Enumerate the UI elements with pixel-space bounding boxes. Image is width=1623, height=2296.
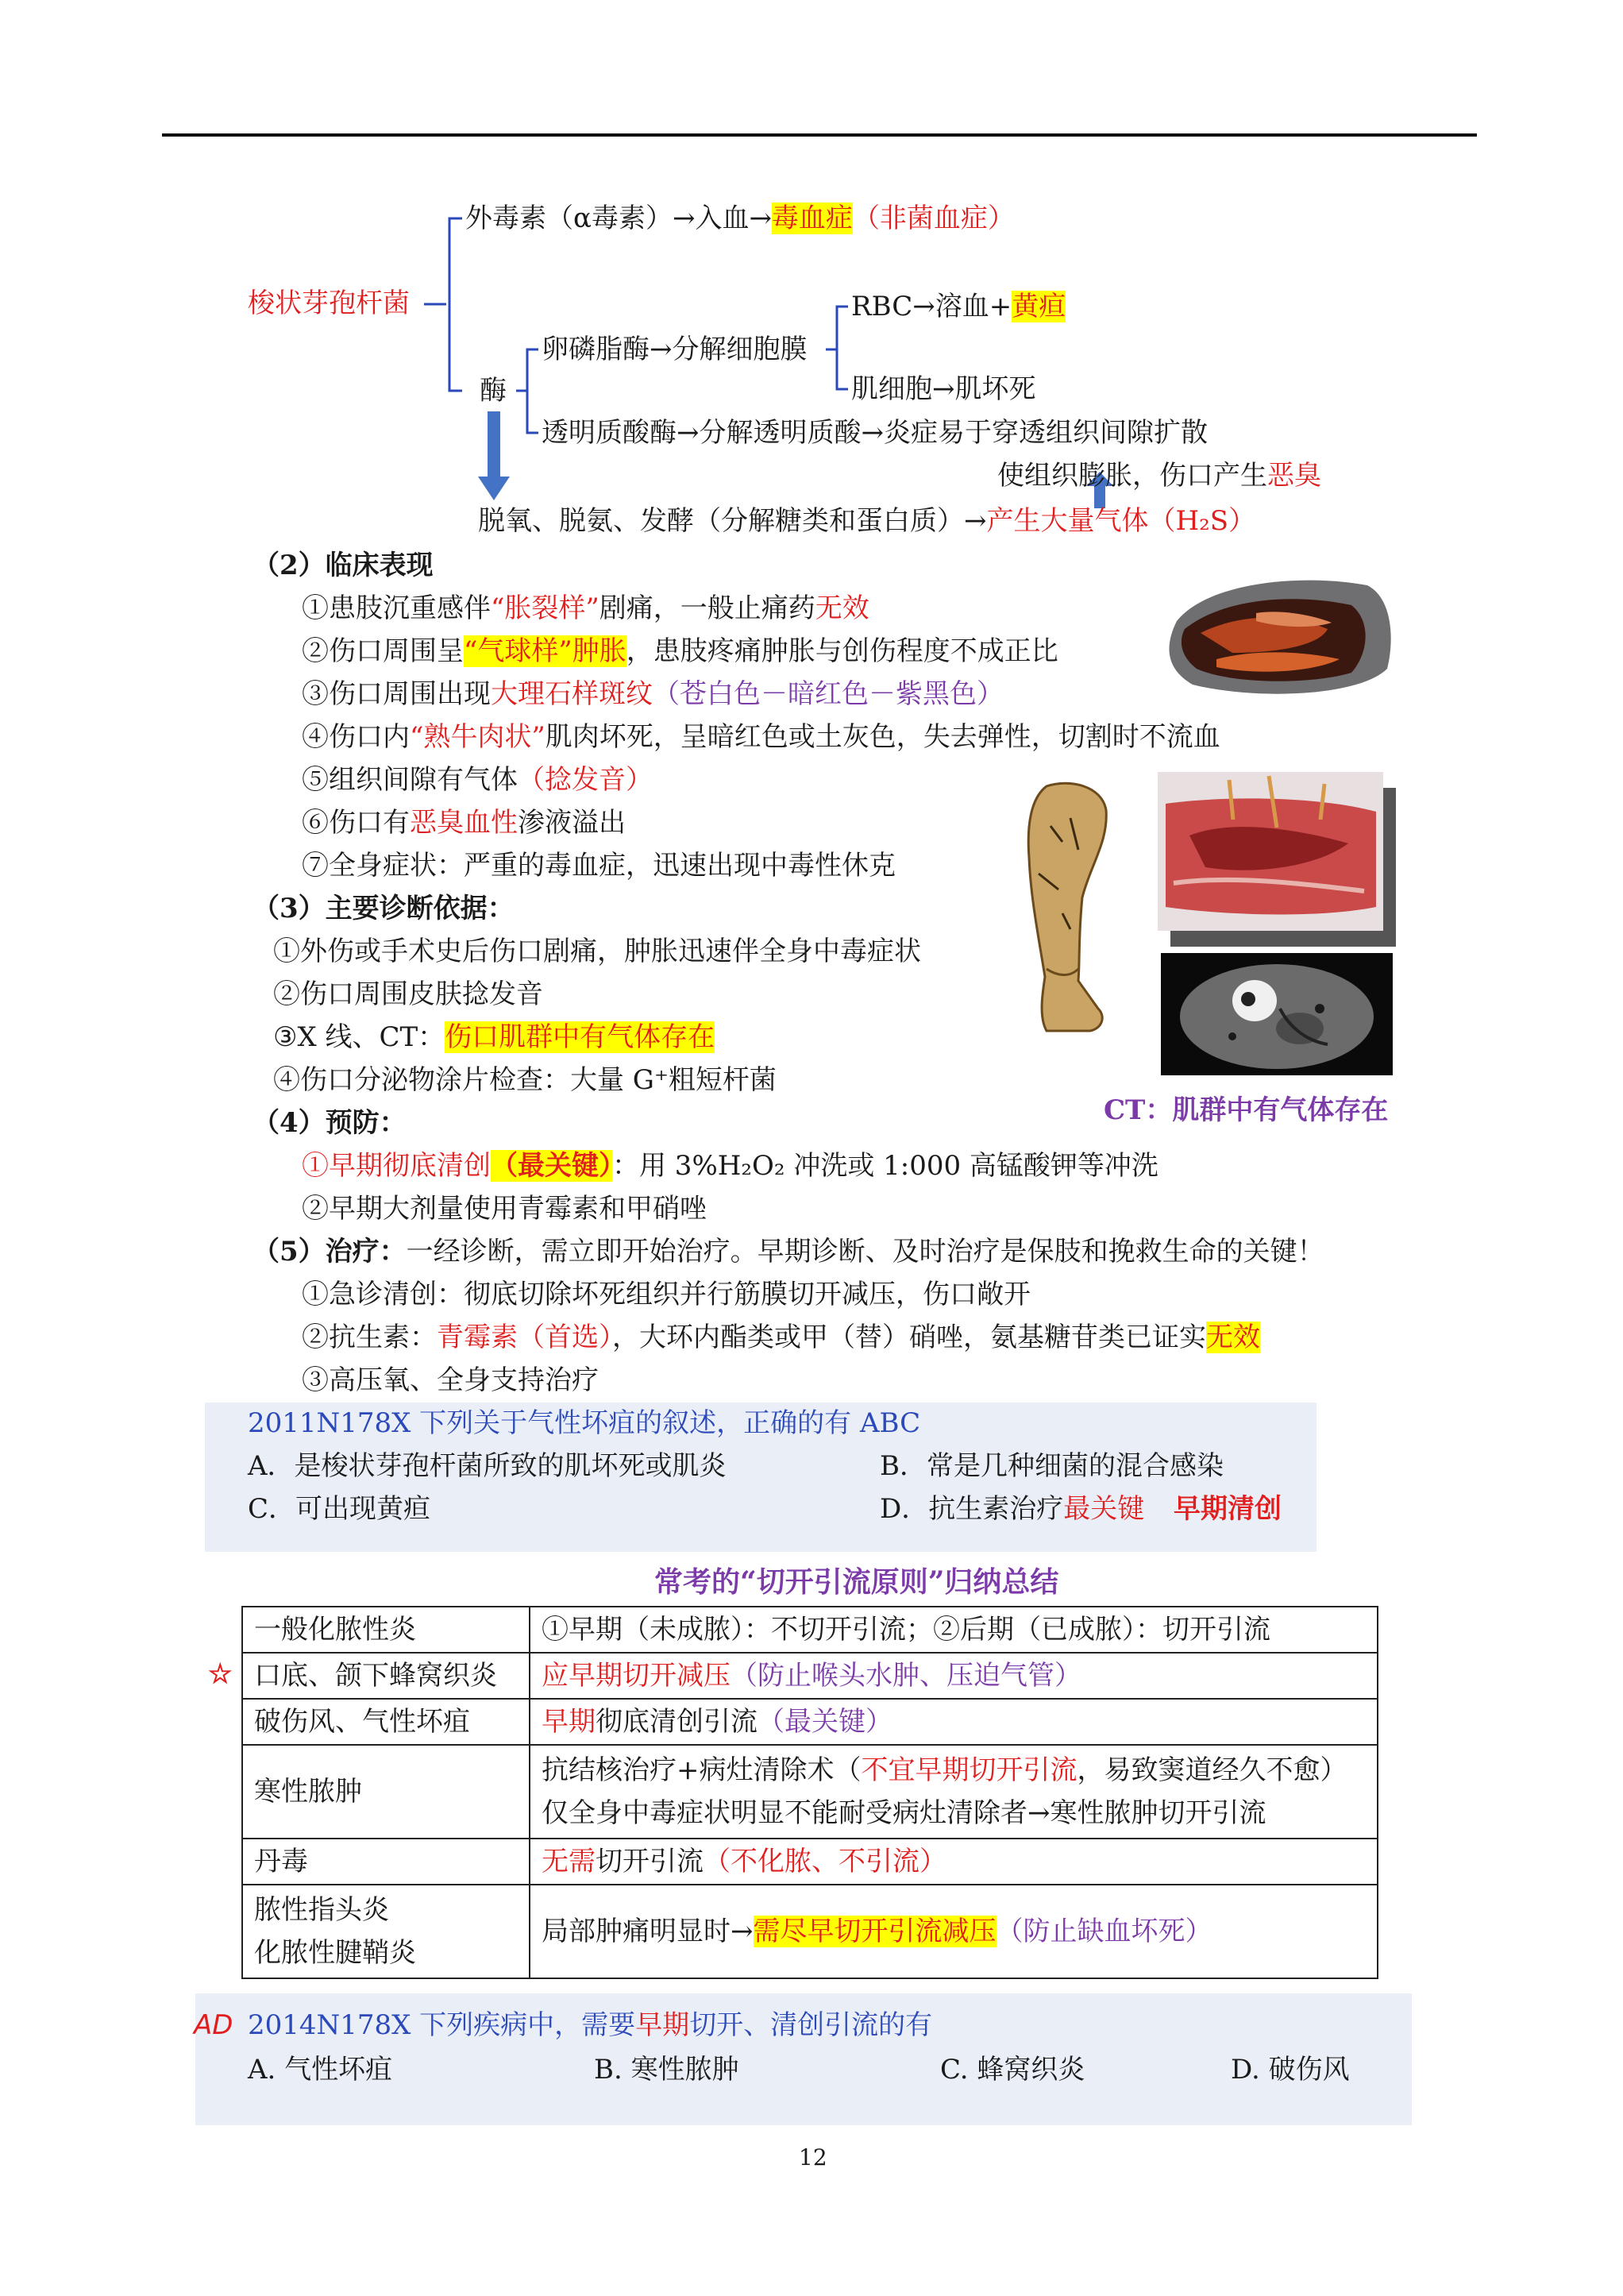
question-1-option-a: A．是梭状芽孢杆菌所致的肌坏死或肌炎: [248, 1450, 727, 1482]
page-number: 12: [799, 2144, 827, 2171]
toxemia-highlight: 毒血症: [771, 203, 853, 234]
question-2-option-c: C. 蜂窝织炎: [940, 2054, 1085, 2086]
down-arrow-icon: [478, 411, 510, 500]
diagnosis-item-2: ②伤口周围皮肤捻发音: [273, 978, 543, 1010]
table-cell-value: 早期彻底清创引流（最关键）: [530, 1699, 1378, 1745]
enzyme-label: 酶: [480, 375, 507, 407]
table-cell-key: 寒性脓肿: [242, 1745, 530, 1839]
table-cell-value: 无需切开引流（不化脓、不引流）: [530, 1839, 1378, 1885]
table-cell-value: 局部肿痛明显时→需尽早切开引流减压（防止缺血坏死）: [530, 1885, 1378, 1978]
table-cell-value: 应早期切开减压（防止喉头水肿、压迫气管）: [530, 1653, 1378, 1699]
question-2-option-a: A. 气性坏疽: [248, 2054, 393, 2086]
ferment-text: 脱氧、脱氨、发酵（分解糖类和蛋白质）→: [478, 505, 987, 537]
question-2-answer: AD: [194, 2009, 233, 2041]
gas-text: 产生大量气体（H₂S）: [986, 505, 1256, 537]
table-cell-key: 丹毒: [242, 1839, 530, 1885]
prevention-item-2: ②早期大剂量使用青霉素和甲硝唑: [302, 1193, 707, 1225]
treatment-item-3: ③高压氧、全身支持治疗: [302, 1364, 599, 1396]
ferment-line: [478, 505, 1255, 537]
diagnosis-item-4: ④伤口分泌物涂片检查：大量 G⁺粗短杆菌: [273, 1064, 777, 1096]
hyaluronidase-line: 透明质酸酶→分解透明质酸→炎症易于穿透组织间隙扩散: [542, 417, 1208, 449]
jaundice-highlight: 黄疸: [1012, 291, 1066, 322]
exotoxin-line: [465, 203, 1015, 234]
treatment-item-1: ①急诊清创：彻底切除坏死组织并行筋膜切开减压，伤口敞开: [302, 1279, 1031, 1310]
clinical-item-4: ④伤口内“熟牛肉状”肌肉坏死，呈暗红色或土灰色，失去弹性，切割时不流血: [302, 721, 1220, 753]
table-row: [242, 1653, 1378, 1699]
table-row: [242, 1699, 1378, 1745]
clinical-item-5: ⑤组织间隙有气体（捻发音）: [302, 764, 653, 796]
treatment-item-2: ②抗生素：青霉素（首选），大环内酯类或甲（替）硝唑，氨基糖苷类已证实无效: [302, 1322, 1260, 1353]
question-1-option-d: D．抗生素治疗最关键: [880, 1493, 1145, 1525]
necrotic-muscle-photo: [1161, 565, 1399, 708]
question-1-option-b: B．常是几种细菌的混合感染: [880, 1450, 1224, 1482]
table-row: [242, 1885, 1378, 1978]
clinical-heading: （2）临床表现: [253, 550, 434, 581]
table-cell-key: 破伤风、气性坏疽: [242, 1699, 530, 1745]
diagnosis-item-3: ③X 线、CT：伤口肌群中有气体存在: [273, 1021, 715, 1053]
table-row: [242, 1745, 1378, 1839]
rbc-line: [851, 291, 1066, 322]
clinical-item-3: ③伤口周围出现大理石样斑纹（苍白色－暗红色－紫黑色）: [302, 678, 1004, 710]
leg-illustration: [1015, 778, 1118, 1040]
clinical-item-1: ①患肢沉重感伴“胀裂样”剧痛，一般止痛药无效: [302, 592, 869, 624]
muscle-line: 肌细胞→肌坏死: [851, 373, 1036, 405]
lecithinase-line: 卵磷脂酶→分解细胞膜: [542, 334, 808, 365]
exotoxin-note: （非菌血症）: [852, 203, 1015, 234]
question-2-stem: 2014N178X 下列疾病中，需要早期切开、清创引流的有: [248, 2009, 933, 2041]
exotoxin-text: 外毒素（α毒素）→入血→: [465, 203, 772, 234]
summary-title: 常考的“切开引流原则”归纳总结: [654, 1565, 1059, 1599]
diagnosis-item-1: ①外伤或手术史后伤口剧痛，肿胀迅速伴全身中毒症状: [273, 936, 921, 967]
question-1-option-c: C．可出现黄疸: [248, 1493, 431, 1525]
odor-text: 恶臭: [1267, 460, 1321, 492]
table-cell-key: 口底、颌下蜂窝织炎: [242, 1653, 530, 1699]
table-cell-key: 一般化脓性炎: [242, 1607, 530, 1653]
question-2-option-d: D. 破伤风: [1231, 2054, 1350, 2086]
swelling-text: 使组织膨胀，伤口产生: [997, 460, 1267, 492]
clinical-item-7: ⑦全身症状：严重的毒血症，迅速出现中毒性休克: [302, 850, 896, 882]
prevention-heading: （4）预防：: [253, 1107, 407, 1139]
table-row: [242, 1607, 1378, 1653]
question-2-option-b: B. 寒性脓肿: [594, 2054, 739, 2086]
treatment-heading: （5）治疗：一经诊断，需立即开始治疗。早期诊断、及时治疗是保肢和挽救生命的关键！: [253, 1236, 1324, 1268]
table-cell-value: ①早期（未成脓）：不切开引流；②后期（已成脓）：切开引流: [530, 1607, 1378, 1653]
ct-scan-image: [1161, 953, 1393, 1075]
summary-table: [241, 1606, 1378, 1979]
wound-photo: [1158, 772, 1396, 947]
clinical-item-2: ②伤口周围呈“气球样”肿胀，患肢疼痛肿胀与创伤程度不成正比: [302, 635, 1058, 667]
root-label: 梭状芽孢杆菌: [248, 287, 410, 319]
diagnosis-heading: （3）主要诊断依据：: [253, 893, 515, 924]
question-1-stem: 2011N178X 下列关于气性坏疽的叙述，正确的有 ABC: [248, 1407, 921, 1439]
clinical-item-6: ⑥伤口有恶臭血性渗液溢出: [302, 807, 626, 839]
table-row: [242, 1839, 1378, 1885]
table-cell-value: 抗结核治疗+病灶清除术（不宜早期切开引流，易致窦道经久不愈） 仅全身中毒症状明显不能耐受病灶清除者→寒性脓肿切开引流: [530, 1745, 1378, 1839]
table-cell-key: 脓性指头炎 化脓性腱鞘炎: [242, 1885, 530, 1978]
rbc-text: RBC→溶血+: [851, 291, 1012, 322]
swelling-line: [997, 460, 1321, 492]
ct-caption: CT：肌群中有气体存在: [1104, 1094, 1389, 1126]
prevention-item-1: ①早期彻底清创（最关键）：用 3%H₂O₂ 冲洗或 1:000 高锰酸钾等冲洗: [302, 1150, 1158, 1182]
question-1-handwritten-note: 早期清创: [1174, 1493, 1282, 1525]
star-icon: ☆: [208, 1658, 233, 1690]
pathogenesis-connectors: [0, 0, 1623, 556]
